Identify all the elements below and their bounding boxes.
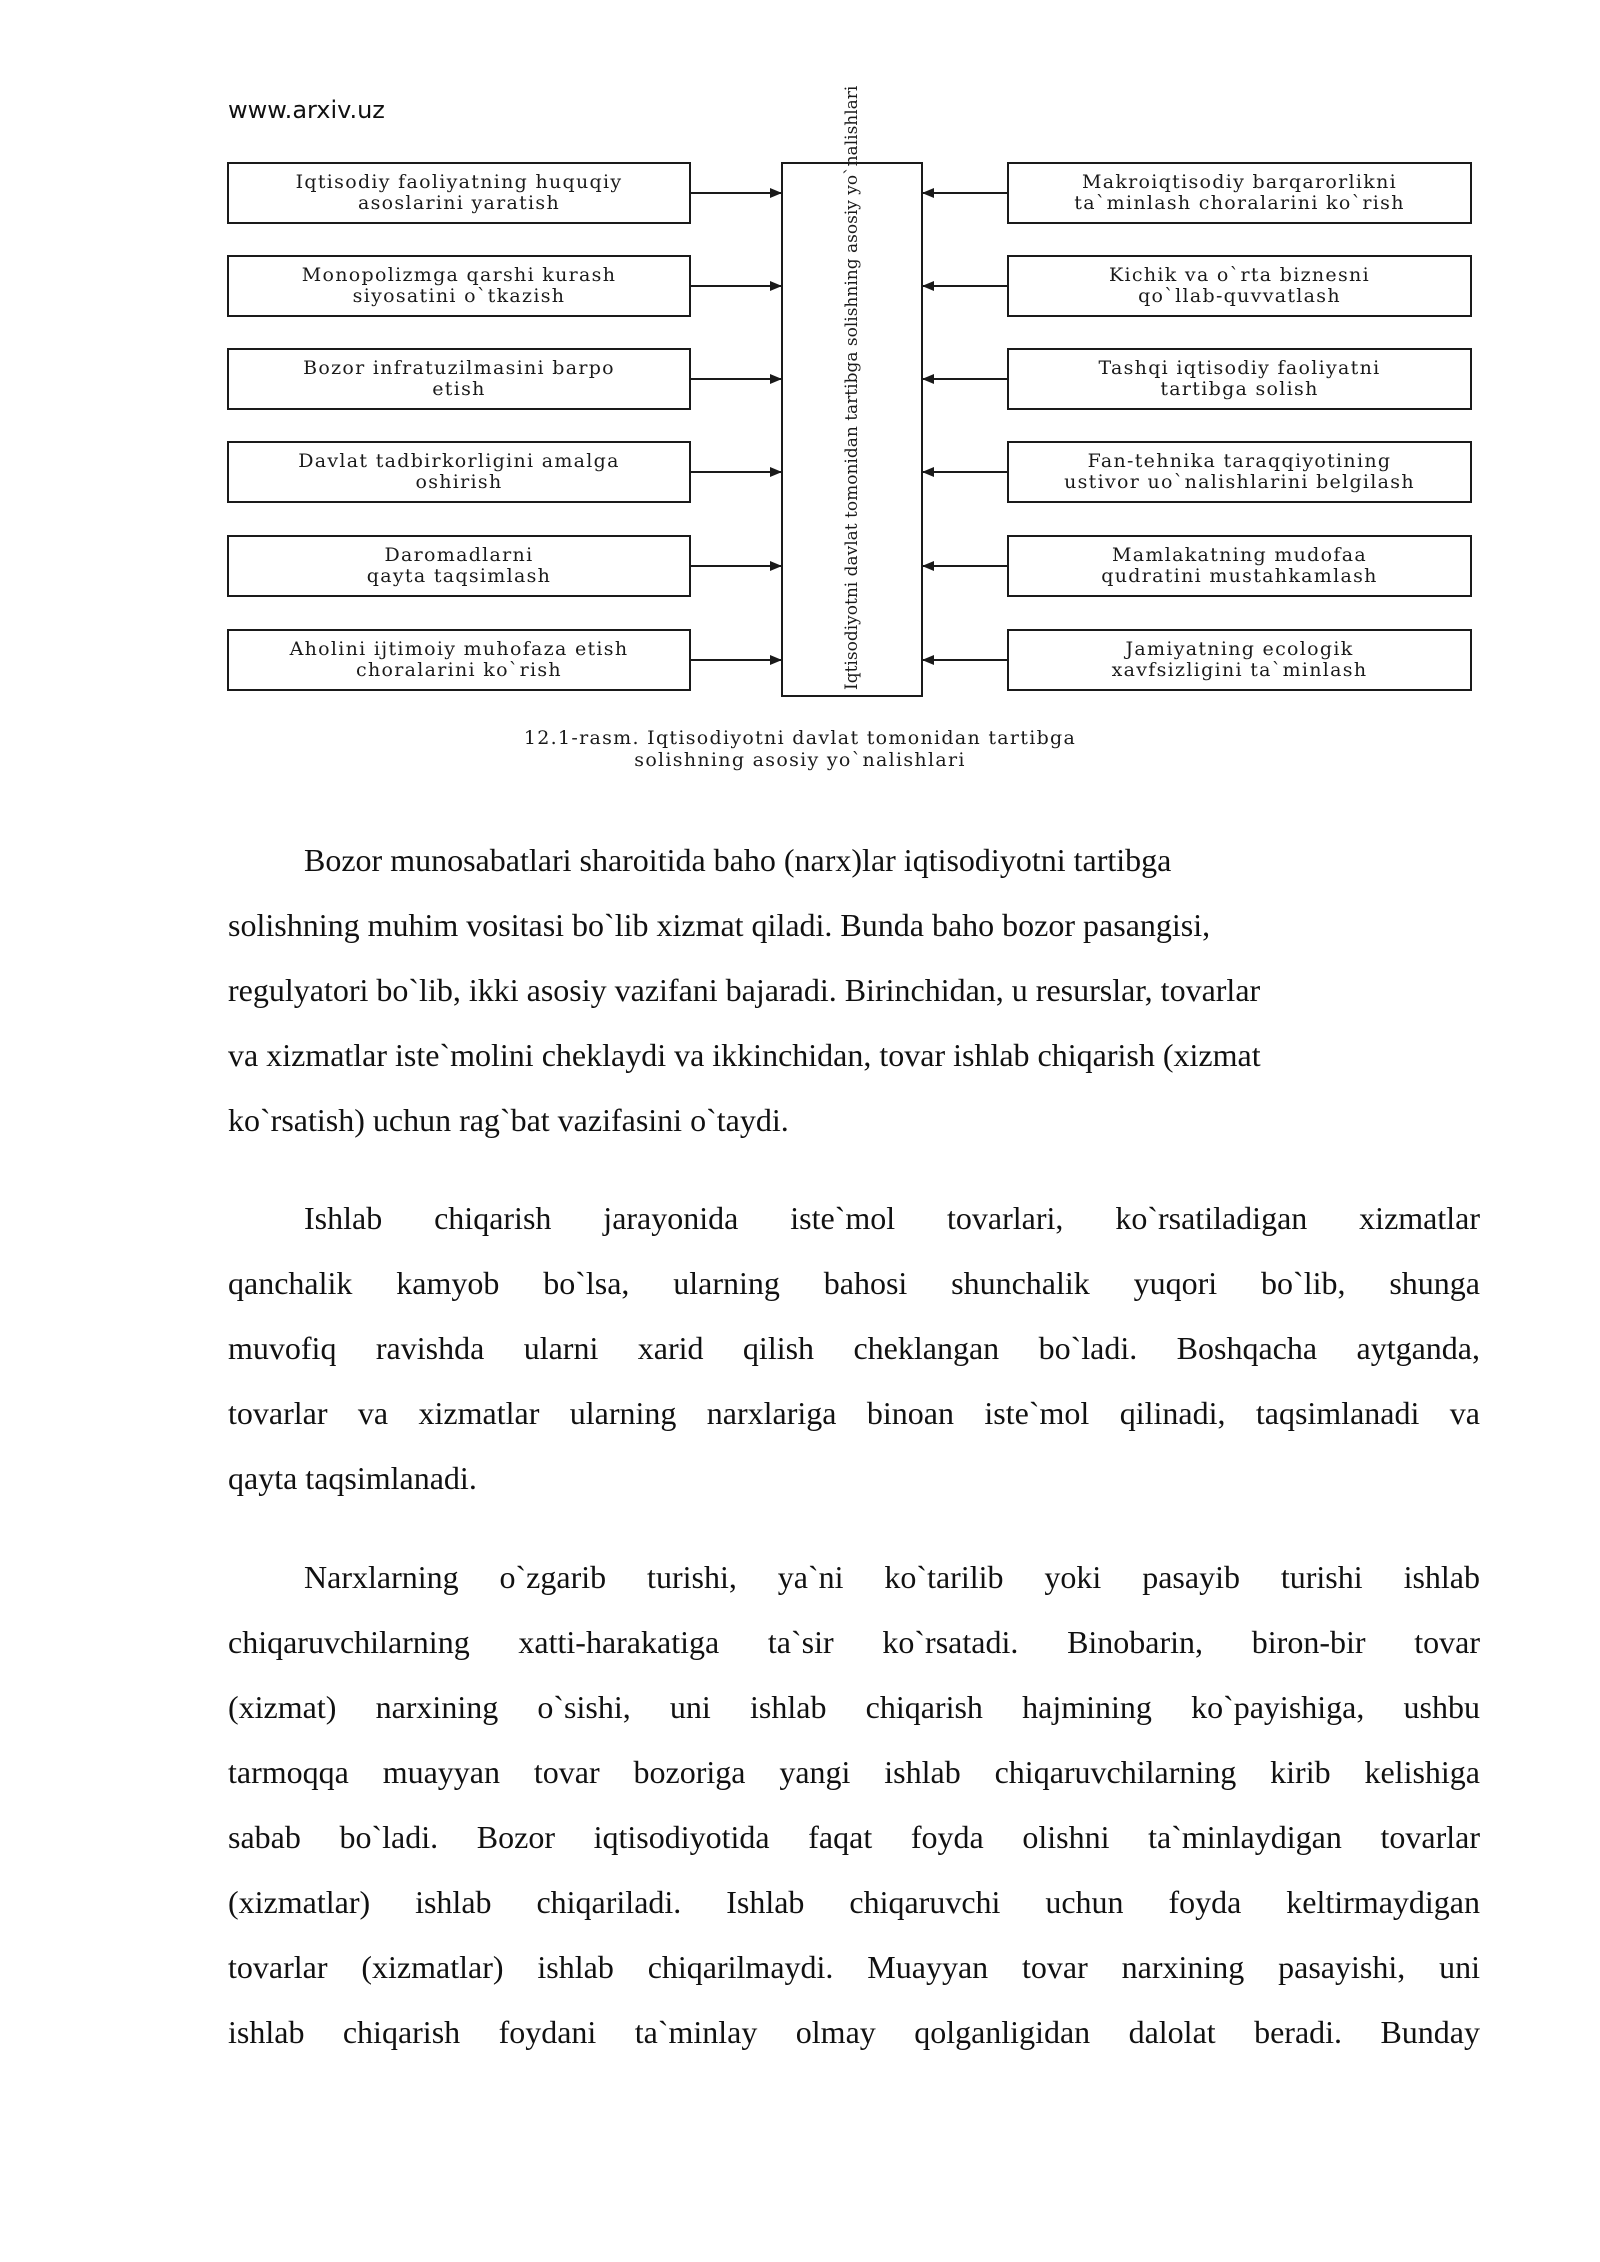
right-box-5: Mamlakatning mudofaa qudratini mustahkamlash xyxy=(1007,535,1472,597)
figure-caption: 12.1-rasm. Iqtisodiyotni davlat tomonidan tartibga solishning asosiy yo`nalishlari xyxy=(523,727,1077,771)
directions-diagram xyxy=(0,0,1600,800)
left-box-4: Davlat tadbirkorligini amalga oshirish xyxy=(227,441,691,503)
left-box-3: Bozor infratuzilmasini barpo etish xyxy=(227,348,691,410)
right-box-2: Kichik va o`rta biznesni qo`llab-quvvatlash xyxy=(1007,255,1472,317)
right-box-3: Tashqi iqtisodiy faoliyatni tartibga solish xyxy=(1007,348,1472,410)
center-label: Iqtisodiyotni davlat tomonidan tartibga solishning asosiy yo`nalishlari xyxy=(842,85,862,690)
paragraph-1: Bozor munosabatlari sharoitida baho (narx)lar iqtisodiyotni tartibga solishning muhim vositasi bo`lib xizmat qiladi. Bunda baho bozor pasangisi, regulyatori bo`lib, ikki asosiy vazifani bajaradi. Birinchidan, u resurslar, tovarlar va xizmatlar iste`molini cheklaydi va ikkinchidan, tovar ishlab chiqarish (xizmat ko`rsatish) uchun rag`bat vazifasini o`taydi. xyxy=(228,842,1261,1138)
page-header-site: www.arxiv.uz xyxy=(228,96,385,124)
right-box-1: Makroiqtisodiy barqarorlikni ta`minlash choralarini ko`rish xyxy=(1007,162,1472,224)
left-box-5: Daromadlarni qayta taqsimlash xyxy=(227,535,691,597)
paragraph-3: Narxlarning o`zgarib turishi, ya`ni ko`tarilib yoki pasayib turishi ishlab chiqaruvchilarning xatti-harakatiga ta`sir ko`rsatadi. Binobarin, biron-bir tovar (xizmat) narxining o`sishi, uni ishlab chiqarish hajmining ko`payishiga, ushbu tarmoqqa muayyan tovar bozoriga yangi ishlab chiqaruvchilarning kirib kelishiga sabab bo`ladi. Bozor iqtisodiyotida faqat foyda olishni ta`minlaydigan tovarlar (xizmatlar) ishlab chiqariladi. Ishlab chiqaruvchi uchun foyda keltirmaydigan tovarlar (xizmatlar) ishlab chiqarilmaydi. Muayyan tovar narxining pasayishi, uni ishlab chiqarish foydani ta`minlay olmay qolganligidan dalolat beradi. Bunday xyxy=(228,1559,1480,2050)
right-box-4: Fan-tehnika taraqqiyotining ustivor uo`nalishlarini belgilash xyxy=(1007,441,1472,503)
left-box-2: Monopolizmga qarshi kurash siyosatini o`tkazish xyxy=(227,255,691,317)
paragraph-2: Ishlab chiqarish jarayonida iste`mol tovarlari, ko`rsatiladigan xizmatlar qanchalik kamyob bo`lsa, ularning bahosi shunchalik yuqori bo`lib, shunga muvofiq ravishda ularni xarid qilish cheklangan bo`ladi. Boshqacha aytganda, tovarlar va xizmatlar ularning narxlariga binoan iste`mol qilinadi, taqsimlanadi va qayta taqsimlanadi. xyxy=(228,1200,1480,1496)
left-box-6: Aholini ijtimoiy muhofaza etish choralarini ko`rish xyxy=(227,629,691,691)
left-box-1: Iqtisodiy faoliyatning huquqiy asoslarini yaratish xyxy=(227,162,691,224)
right-box-6: Jamiyatning ecologik xavfsizligini ta`minlash xyxy=(1007,629,1472,691)
